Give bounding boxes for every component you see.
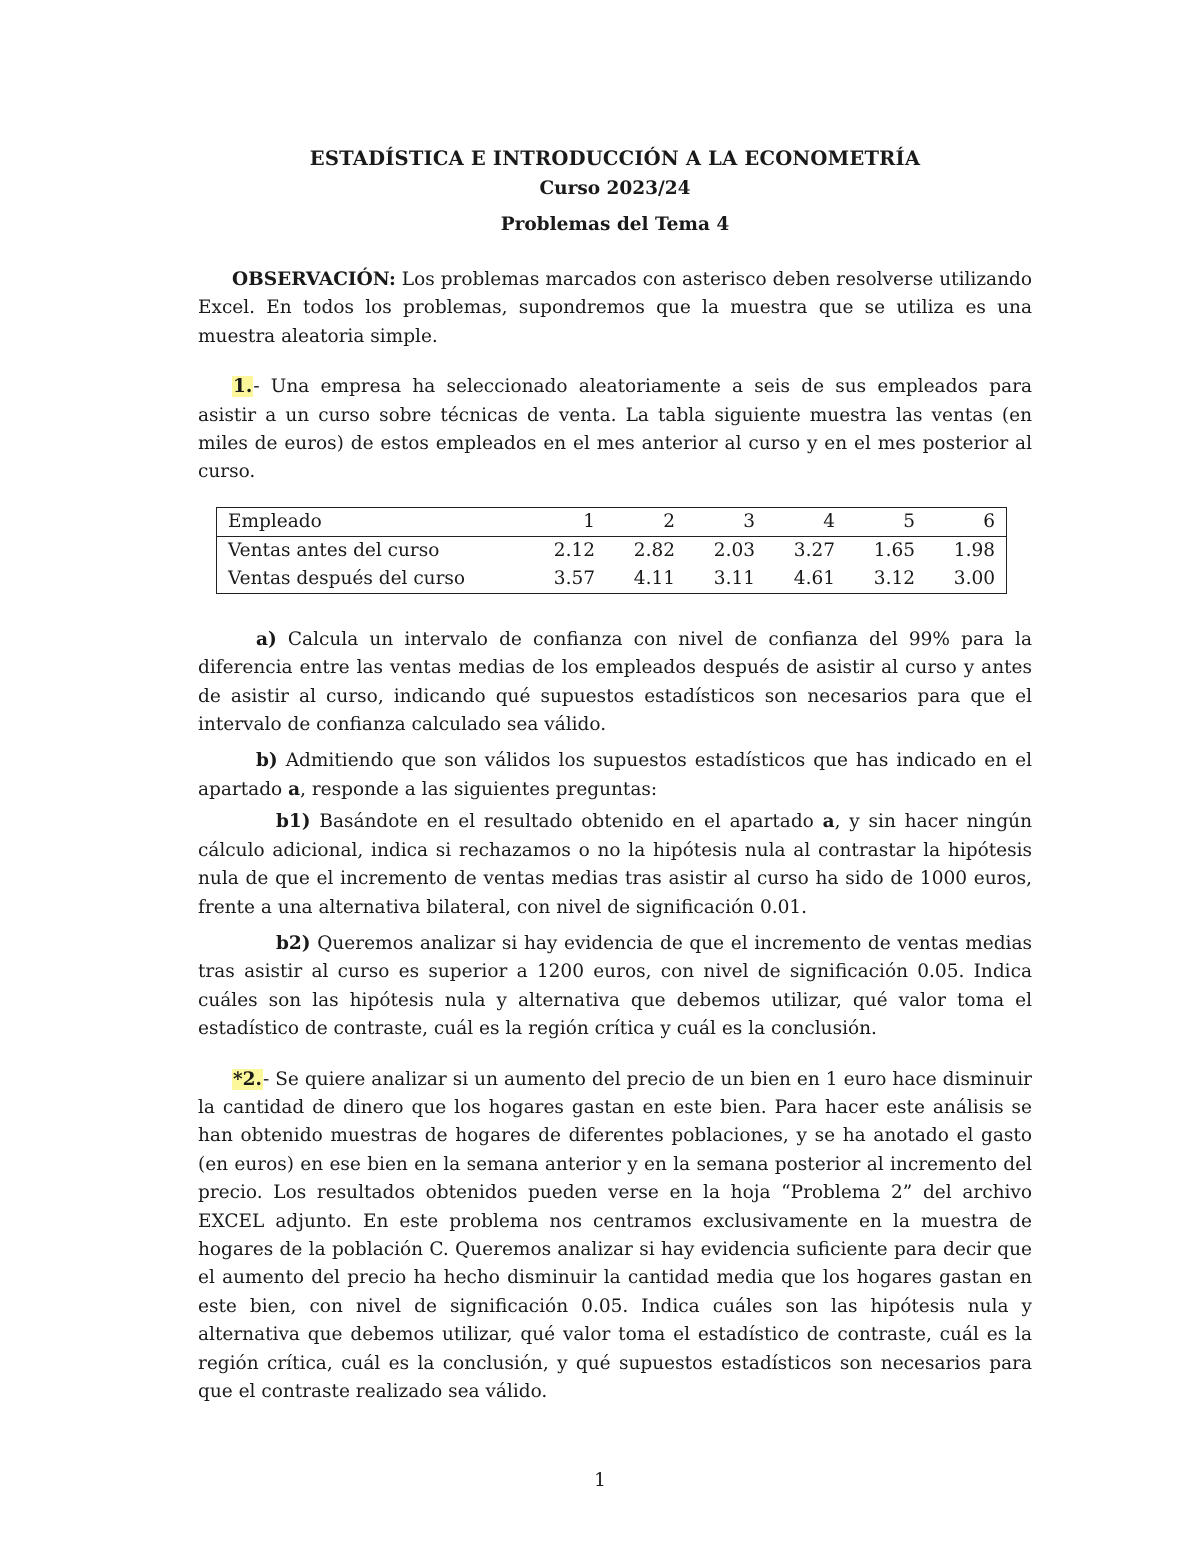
question-b-label: b) xyxy=(256,750,278,772)
document-title: ESTADÍSTICA E INTRODUCCIÓN A LA ECONOMETRÍA xyxy=(309,147,921,170)
observation-text: Los problemas marcados con asterisco deben resolverse utilizando Excel. En todos los problemas, supondremos que la muestra que se utiliza es una muestra aleatoria simple. xyxy=(198,269,1032,347)
table-cell: 2.82 xyxy=(633,539,675,561)
table-cell: 1.98 xyxy=(953,539,995,561)
question-b2 xyxy=(198,930,1032,1044)
table-cell: 2.12 xyxy=(553,539,595,561)
problem-2 xyxy=(198,1066,1032,1407)
table-header-label: Empleado xyxy=(228,510,322,532)
document-subtitle: Problemas del Tema 4 xyxy=(500,214,730,235)
problem-1-text: - Una empresa ha seleccionado aleatoriamente a seis de sus empleados para asistir a un curso sobre técnicas de venta. La tabla siguiente muestra las ventas (en miles de euros) de estos empleados en el mes anterior al curso y en el mes posterior al curso. xyxy=(198,376,1032,483)
problem-2-text: - Se quiere analizar si un aumento del precio de un bien en 1 euro hace disminuir la cantidad de dinero que los hogares gastan en este bien. Para hacer este análisis se han obtenido muestras de hogares de diferentes poblaciones, y se ha anotado el gasto (en euros) en ese bien en la semana anterior y en la semana posterior al incremento del precio. Los resultados obtenidos pueden verse en la hoja “Problema 2” del archivo EXCEL adjunto. En este problema nos centramos exclusivamente en la muestra de hogares de la población C. Queremos analizar si hay evidencia suficiente para decir que el aumento del precio ha hecho disminuir la cantidad media que los hogares gastan en este bien, con nivel de significación 0.05. Indica cuáles son las hipótesis nula y alternativa que debemos utilizar, qué valor toma el estadístico de contraste, cuál es la región crítica, cuál es la conclusión, y qué supuestos estadísticos son necesarios para que el contraste realizado sea válido. xyxy=(198,1068,1032,1402)
table-cell: 2.03 xyxy=(713,539,755,561)
table-cell: 3.00 xyxy=(953,567,995,589)
table-header-row xyxy=(217,507,1007,536)
question-b-text-end: , responde a las siguientes preguntas: xyxy=(300,778,658,800)
observation-label: OBSERVACIÓN: xyxy=(232,269,396,290)
question-a-label: a) xyxy=(256,628,277,650)
sales-table xyxy=(216,507,1007,594)
table-row xyxy=(217,565,1007,594)
employee-number: 6 xyxy=(983,510,995,532)
question-a-text: Calcula un intervalo de confianza con nivel de confianza del 99% para la diferencia entre las ventas medias de los empleados después de asistir al curso y antes de asistir al curso, indicando qué supuestos estadísticos son necesarios para que el intervalo de confianza calculado sea válido. xyxy=(198,628,1032,736)
question-b1-text: Basándote en el resultado obtenido en el apartado xyxy=(310,811,823,833)
row-label: Ventas después del curso xyxy=(228,567,466,589)
employee-number: 2 xyxy=(663,510,675,532)
table-cell: 3.12 xyxy=(873,567,915,589)
document-page xyxy=(198,138,1032,1406)
document-header xyxy=(198,146,1032,238)
question-b2-text: Queremos analizar si hay evidencia de que el incremento de ventas medias tras asistir al curso es superior a 1200 euros, con nivel de significación 0.05. Indica cuáles son las hipótesis nula y alternativa que debemos utilizar, qué valor toma el estadístico de contraste, cuál es la región crítica y cuál es la conclusión. xyxy=(198,932,1032,1040)
table-cell: 4.61 xyxy=(793,567,835,589)
question-b-ref: a xyxy=(288,778,301,800)
question-b2-label: b2) xyxy=(276,932,311,954)
question-b xyxy=(198,747,1032,804)
question-b-text: Admitiendo que son válidos los supuestos estadísticos que has indicado en el apartado xyxy=(198,750,1032,800)
question-b1-text-end: , y sin hacer ningún cálculo adicional, indica si rechazamos o no la hipótesis nula al contrastar la hipótesis nula de que el incremento de ventas medias tras asistir al curso ha sido de 1000 euros, frente a una alternativa bilateral, con nivel de significación 0.01. xyxy=(198,811,1032,918)
table-cell: 4.11 xyxy=(633,567,675,589)
row-label: Ventas antes del curso xyxy=(228,539,440,561)
table-row xyxy=(217,536,1007,565)
problem-2-number: *2. xyxy=(233,1068,262,1090)
employee-number: 1 xyxy=(583,510,595,532)
course-year: Curso 2023/24 xyxy=(539,178,691,199)
table-cell: 3.57 xyxy=(553,567,595,589)
table-cell: 3.27 xyxy=(793,539,835,561)
question-b1-label: b1) xyxy=(276,811,311,833)
table-cell: 3.11 xyxy=(713,567,755,589)
problem-1-intro xyxy=(198,373,1032,487)
table-cell: 1.65 xyxy=(873,539,915,561)
employee-number: 4 xyxy=(823,510,835,532)
question-a xyxy=(198,626,1032,740)
page-number: 1 xyxy=(594,1470,606,1491)
question-b1-ref: a xyxy=(822,811,835,833)
problem-1-number: 1. xyxy=(233,376,253,398)
observation-paragraph xyxy=(198,266,1032,351)
employee-number: 3 xyxy=(743,510,755,532)
question-b1 xyxy=(198,808,1032,922)
employee-number: 5 xyxy=(903,510,915,532)
